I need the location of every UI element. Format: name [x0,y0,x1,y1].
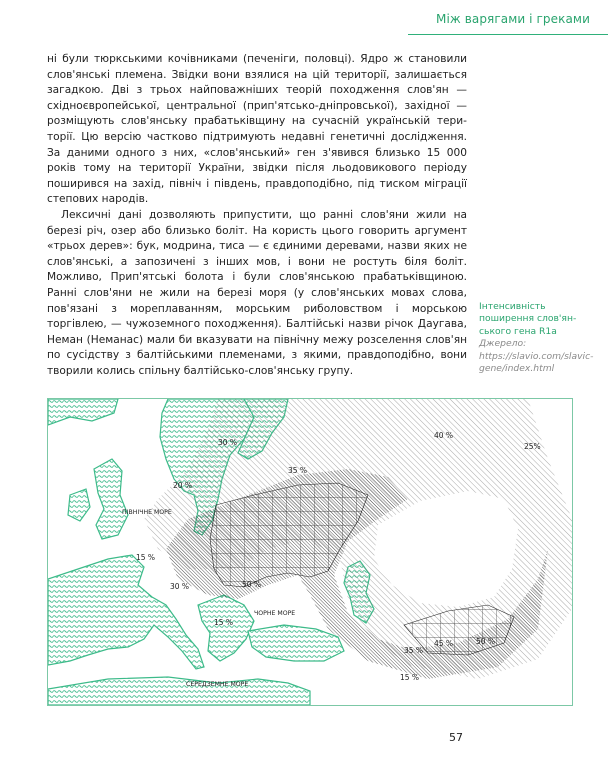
map-label-15-south: 15 % [214,618,234,627]
land-north-africa [48,677,310,705]
running-head [408,0,608,35]
land-north-atlantic [48,399,118,425]
paragraph-2: Лексичні дані дозволяють припустити, що ранні слов'яни жили на березі річ, озер або близько боліт. На користь цього говорить аргумент «трьох дерев»: бук, модрина, тиса — є єдиними деревами, назви яких не слов'янські, а запозичені з інших мов, і вони не ростуть біля боліт. Можливо, Прип'ятські болота і були слов'янською прабатьківщиною. Ранні слов'яни не жили на березі моря (у слов'янських мовах слова, пов'язані з мореплаванням, морським риболовством і морською торгівлею, — чужоземного походження). Балтійські назви річок Даугава, Неман (Неманас) мали би вказувати на північну межу розселення слов'ян по сусідству з балтійськими племенами, з якими, правдоподібно, вони творили колись спільну балтійсько-слов'янську групу. [47,208,467,377]
sea-label-black-sea: ЧОРНЕ МОРЕ [254,610,296,617]
map-label-25: 25% [524,442,541,451]
sea-label-mediterranean: СЕРЕДЗЕМНЕ МОРЕ [186,681,249,688]
land-balkans [198,595,254,661]
gene-distribution-map [48,399,572,705]
sea-label-north-sea: ПІВНІЧНЕ МОРЕ [122,509,172,516]
land-anatomia [248,625,344,661]
map-figure [47,398,573,706]
paragraph-1: ні були тюркськими кочівниками (печеніги, половці). Ядро ж становили слов'янські племена. Звідки вони взялися на цій території, залишається загадкою. Дві з трьох найповажніших теорій походження слов'ян — східноєвропейської, центральної (прип'ятсько-дніпровської), західної — розміщують слов'янську прабатьківщину на сучасній українській території. Цю версію частково підтримують недавні генетичні дослідження. За даними одного з них, «слов'янський» ген з'явився близько 15 000 років тому на території України, звідки після льодовикового періоду поширився на захід, північ і південь, правдоподібно, під тиском міграції степових народів. [47,53,467,206]
map-label-40: 40 % [434,431,454,440]
map-label-30-center: 30 % [170,582,190,591]
map-label-20: 20 % [173,481,193,490]
land-british-isles [94,459,128,539]
running-head-title: Між варягами і греками [435,12,590,26]
map-caption [479,301,597,375]
map-label-30-north: 30 % [218,438,238,447]
map-label-35-east: 35 % [404,646,424,655]
body-text [47,52,467,379]
caption-source: Джерело: https://slavio.com/slavic-gene/index.html [479,338,594,375]
map-label-45: 45 % [434,639,454,648]
map-label-15-west: 15 % [136,553,156,562]
map-label-35-north: 35 % [288,466,308,475]
map-label-50-center: 50 % [242,580,262,589]
map-label-50-east: 50 % [476,637,496,646]
map-label-15-east: 15 % [400,673,420,682]
caption-title: Інтенсивність поширення слов'янського гена R1a [479,301,577,337]
land-ireland [68,489,90,521]
page-number: 57 [449,731,463,744]
